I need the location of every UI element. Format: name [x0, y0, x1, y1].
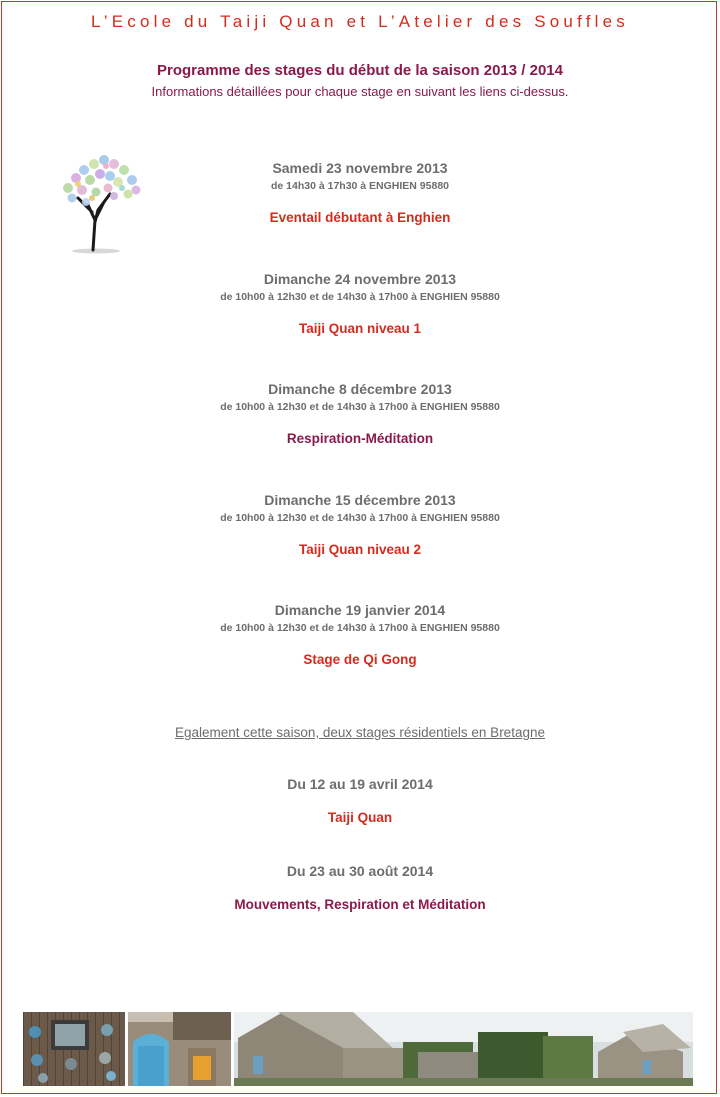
blue-door-photo [128, 1012, 231, 1086]
school-title: L’Ecole du Taiji Quan et L’Atelier des Souffles [91, 12, 629, 31]
event-hours: de 10h00 à 12h30 et de 14h30 à 17h00 à ENGHIEN 95880 [220, 401, 500, 413]
stay-link-mouvements[interactable]: Mouvements, Respiration et Méditation [234, 897, 486, 912]
stay-date: Du 12 au 19 avril 2014 [287, 776, 433, 792]
residential-heading: Egalement cette saison, deux stages résidentiels en Bretagne [175, 725, 545, 740]
stone-cottages-photo [234, 1012, 693, 1086]
event-link-taiji-niveau-2[interactable]: Taiji Quan niveau 2 [298, 542, 422, 557]
event-date: Samedi 23 novembre 2013 [272, 160, 448, 176]
residential-stay-1 [0, 776, 720, 825]
stay-date: Du 23 au 30 août 2014 [286, 863, 434, 879]
event-date: Dimanche 15 décembre 2013 [264, 492, 456, 508]
event-link-respiration-meditation[interactable]: Respiration-Méditation [286, 431, 434, 446]
event-hours: de 10h00 à 12h30 et de 14h30 à 17h00 à ENGHIEN 95880 [220, 512, 500, 524]
stay-link-taiji-quan[interactable]: Taiji Quan [327, 810, 393, 825]
event-2 [0, 271, 720, 336]
watering-cans-photo [23, 1012, 125, 1086]
event-link-eventail[interactable]: Eventail débutant à Enghien [269, 210, 451, 225]
event-hours: de 14h30 à 17h30 à ENGHIEN 95880 [270, 180, 450, 192]
event-1 [0, 160, 720, 225]
program-title: Programme des stages du début de la saison 2013 / 2014 [156, 62, 563, 79]
event-date: Dimanche 24 novembre 2013 [263, 271, 457, 287]
residential-stay-2 [0, 863, 720, 912]
event-5 [0, 602, 720, 667]
event-hours: de 10h00 à 12h30 et de 14h30 à 17h00 à ENGHIEN 95880 [220, 291, 500, 303]
event-link-taiji-niveau-1[interactable]: Taiji Quan niveau 1 [298, 321, 422, 336]
event-link-qi-gong[interactable]: Stage de Qi Gong [303, 652, 417, 667]
event-date: Dimanche 19 janvier 2014 [274, 602, 446, 618]
event-hours: de 10h00 à 12h30 et de 14h30 à 17h00 à ENGHIEN 95880 [220, 622, 500, 634]
event-3 [0, 381, 720, 446]
program-subtitle: Informations détaillées pour chaque stage en suivant les liens ci-dessus. [151, 84, 569, 99]
event-4 [0, 492, 720, 557]
photo-strip [23, 1012, 693, 1086]
event-date: Dimanche 8 décembre 2013 [268, 381, 452, 397]
